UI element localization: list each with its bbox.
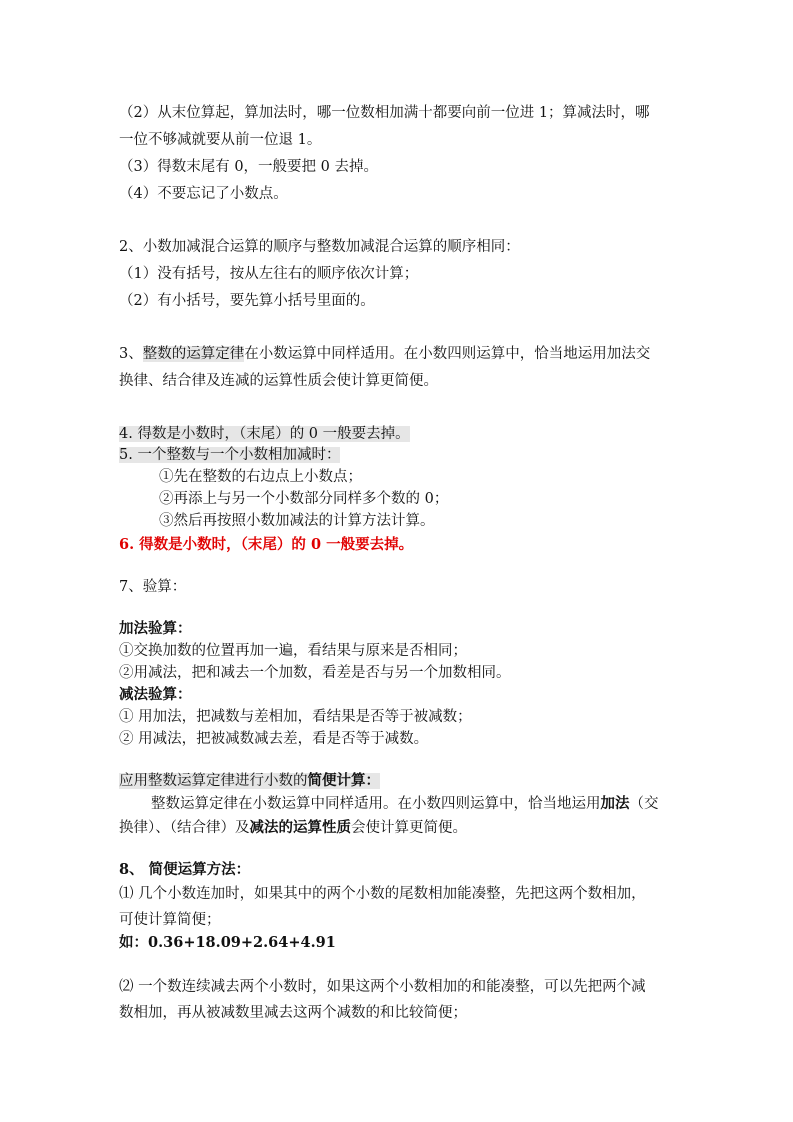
application-line1-bold: 加法 [600,795,630,812]
section5-step1: ①先在整数的右边点上小数点； [159,469,362,485]
section3-rest: 在小数运算中同样适用。在小数四则运算中，恰当地运用加法交 [244,346,651,362]
subtraction-check-title: 减法验算： [119,686,192,703]
application-line2-b: 会使计算更简便。 [351,820,467,836]
section8-item2-line1: ⑵ 一个数连续减去两个小数时，如果这两个小数相加的和能凑整，可以先把两个减 [119,979,646,995]
section3-line1 [119,344,650,364]
section1-item2-line2: 一位不够减就要从前一位退 1。 [119,132,322,148]
section8-item2-line2: 数相加，再从被减数里减去这两个减数的和比较简便； [119,1005,467,1021]
addition-check-title: 加法验算： [119,620,192,637]
section2-item1: （1）没有括号，按从左往右的顺序依次计算； [119,266,419,282]
addition-check-item1: ①交换加数的位置再加一遍，看结果与原来是否相同； [119,643,467,659]
section5-step2: ②再添上与另一个小数部分同样多个数的 0； [159,491,449,507]
application-heading-bold: 简便计算： [307,772,380,789]
section2-heading: 2、小数加减混合运算的顺序与整数加减混合运算的顺序相同： [119,239,520,255]
section3-line2: 换律、结合律及连减的运算性质会使计算更简便。 [119,373,438,389]
section4-text [119,424,410,444]
application-line2 [119,818,467,838]
addition-check-item2: ②用减法，把和减去一个加数，看差是否与另一个加数相同。 [119,665,511,681]
section8-item1-line1: ⑴ 几个小数连加时，如果其中的两个小数的尾数相加能凑整，先把这两个数相加， [119,886,646,902]
section3-prefix: 3、 [119,346,143,362]
section1-item4: （4）不要忘记了小数点。 [119,186,288,202]
section4-highlight: 4. 得数是小数时，（末尾）的 0 一般要去掉。 [119,426,410,442]
section3-highlight: 整数的运算定律 [142,346,245,362]
application-heading-plain: 应用整数运算定律进行小数的 [119,773,308,789]
section5-heading [119,445,340,465]
application-line2-a: 换律）、（结合律）及 [119,820,250,836]
application-line1-a: 整数运算定律在小数运算中同样适用。在小数四则运算中，恰当地运用 [151,796,601,812]
application-line1-b: （交 [629,796,659,812]
section7-heading: 7、验算： [119,579,187,595]
subtraction-check-item1: ① 用加法，把减数与差相加，看结果是否等于被减数； [119,709,472,725]
application-heading [119,771,380,791]
application-line1 [151,794,659,814]
section8-item1-line2: 可使计算简便； [119,912,221,928]
section1-item3: （3）得数末尾有 0，一般要把 0 去掉。 [119,159,379,175]
application-line2-bold: 减法的运算性质 [249,819,351,836]
section6-text: 6. 得数是小数时，（末尾）的 0 一般要去掉。 [119,536,414,553]
section8-heading: 8、 简便运算方法： [119,861,251,878]
section1-item2-line1: （2）从末位算起，算加法时，哪一位数相加满十都要向前一位进 1；算减法时，哪 [119,105,650,121]
section2-item2: （2）有小括号，要先算小括号里面的。 [119,293,375,309]
subtraction-check-item2: ② 用减法，把被减数减去差，看是否等于减数。 [119,731,429,747]
section8-example: 如：0.36+18.09+2.64+4.91 [119,934,336,951]
section5-highlight: 5. 一个整数与一个小数相加减时： [119,447,341,463]
section5-step3: ③然后再按照小数加减法的计算方法计算。 [159,513,435,529]
